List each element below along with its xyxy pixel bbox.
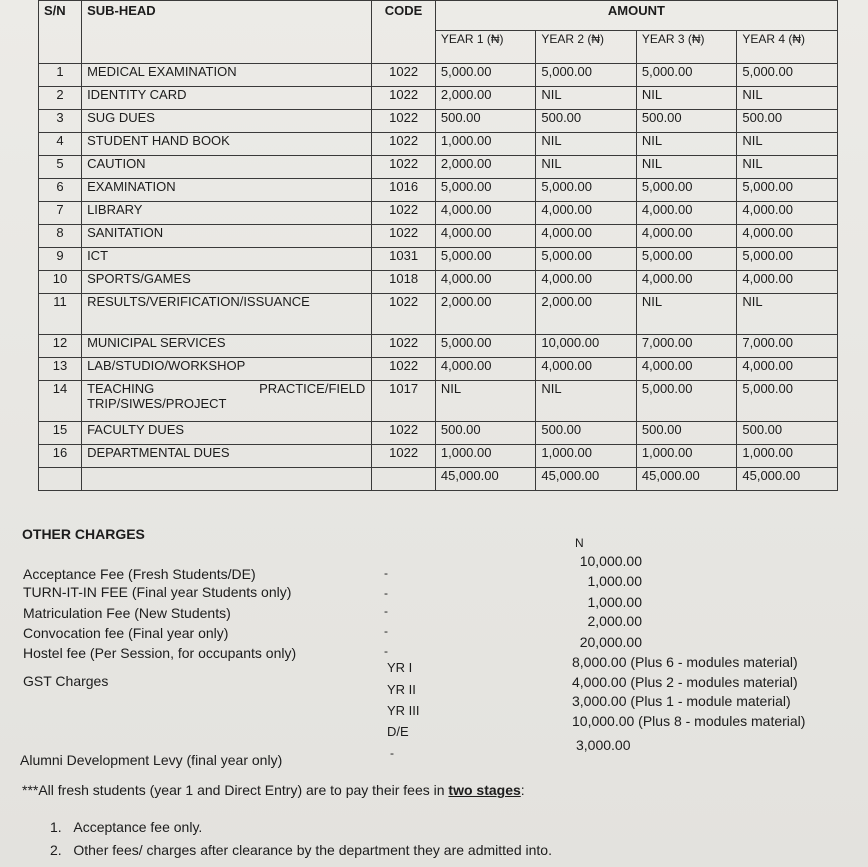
table-row xyxy=(39,445,838,468)
total-year-3: 45,000.00 xyxy=(636,468,737,491)
row-sn: 3 xyxy=(39,110,82,133)
row-code: 1022 xyxy=(372,87,436,110)
acceptance-fee-amount: 10,000.00 xyxy=(579,553,642,569)
row-sn: 14 xyxy=(39,381,82,422)
total-year-1: 45,000.00 xyxy=(435,468,536,491)
row-year-3-amount: 5,000.00 xyxy=(636,381,737,422)
row-sn: 11 xyxy=(39,294,82,335)
row-year-3-amount: 5,000.00 xyxy=(636,64,737,87)
payment-note-text: ***All fresh students (year 1 and Direct Entry) are to pay their fees in xyxy=(22,782,449,798)
payment-note-colon: : xyxy=(520,782,525,798)
row-sn: 7 xyxy=(39,202,82,225)
row-subhead-line1: TEACHING xyxy=(87,381,155,396)
row-year-2-amount: 4,000.00 xyxy=(536,271,637,294)
totals-code-cell xyxy=(372,468,436,491)
row-year-3-amount: NIL xyxy=(636,294,737,335)
table-row xyxy=(39,87,838,110)
row-subhead: LAB/STUDIO/WORKSHOP xyxy=(82,358,372,381)
row-year-3-amount: 4,000.00 xyxy=(636,202,737,225)
row-year-1-amount: NIL xyxy=(435,381,536,422)
row-code: 1022 xyxy=(372,358,436,381)
alumni-levy-dash: - xyxy=(390,746,394,760)
table-row xyxy=(39,271,838,294)
row-year-2-amount: NIL xyxy=(536,87,637,110)
row-code: 1022 xyxy=(372,422,436,445)
turnitin-fee-label: TURN-IT-IN FEE (Final year Students only) xyxy=(23,584,292,600)
row-code: 1022 xyxy=(372,110,436,133)
row-sn: 4 xyxy=(39,133,82,156)
row-code: 1022 xyxy=(372,225,436,248)
row-year-2-amount: NIL xyxy=(536,133,637,156)
row-year-3-amount: 4,000.00 xyxy=(636,358,737,381)
row-subhead: DEPARTMENTAL DUES xyxy=(82,445,372,468)
header-code: CODE xyxy=(372,1,436,64)
row-subhead-line1-right: PRACTICE/FIELD xyxy=(259,381,366,396)
row-subhead: LIBRARY xyxy=(82,202,372,225)
row-code: 1018 xyxy=(372,271,436,294)
table-row xyxy=(39,335,838,358)
convocation-fee-dash: - xyxy=(384,624,388,638)
row-year-1-amount: 5,000.00 xyxy=(435,248,536,271)
row-year-2-amount: 10,000.00 xyxy=(536,335,637,358)
payment-note-item-2 xyxy=(50,842,552,858)
row-sn: 1 xyxy=(39,64,82,87)
gst-de-label: D/E xyxy=(387,724,409,739)
table-row xyxy=(39,202,838,225)
row-subhead: RESULTS/VERIFICATION/ISSUANCE xyxy=(82,294,372,335)
gst-charges-label: GST Charges xyxy=(23,673,109,689)
row-year-4-amount: NIL xyxy=(737,294,838,335)
hostel-fee-label: Hostel fee (Per Session, for occupants only) xyxy=(23,645,297,661)
header-year-1: YEAR 1 (₦) xyxy=(435,31,536,64)
row-year-4-amount: 5,000.00 xyxy=(737,381,838,422)
row-year-3-amount: 500.00 xyxy=(636,422,737,445)
table-row xyxy=(39,422,838,445)
row-year-1-amount: 5,000.00 xyxy=(435,64,536,87)
totals-sn-cell xyxy=(39,468,82,491)
row-year-3-amount: NIL xyxy=(636,87,737,110)
row-year-2-amount: 2,000.00 xyxy=(536,294,637,335)
row-code: 1022 xyxy=(372,294,436,335)
row-year-3-amount: 1,000.00 xyxy=(636,445,737,468)
row-code: 1017 xyxy=(372,381,436,422)
row-sn: 10 xyxy=(39,271,82,294)
table-row-totals xyxy=(39,468,838,491)
alumni-levy-label: Alumni Development Levy (final year only) xyxy=(20,752,283,768)
matriculation-fee-label: Matriculation Fee (New Students) xyxy=(23,605,231,621)
row-subhead: MUNICIPAL SERVICES xyxy=(82,335,372,358)
row-year-2-amount: 5,000.00 xyxy=(536,64,637,87)
row-sn: 6 xyxy=(39,179,82,202)
row-subhead: FACULTY DUES xyxy=(82,422,372,445)
row-year-1-amount: 2,000.00 xyxy=(435,87,536,110)
table-row xyxy=(39,156,838,179)
row-sn: 12 xyxy=(39,335,82,358)
total-year-2: 45,000.00 xyxy=(536,468,637,491)
total-year-4: 45,000.00 xyxy=(737,468,838,491)
row-year-2-amount: 5,000.00 xyxy=(536,179,637,202)
row-year-4-amount: 5,000.00 xyxy=(737,64,838,87)
row-code: 1022 xyxy=(372,64,436,87)
matriculation-fee-dash: - xyxy=(384,604,388,618)
row-code: 1016 xyxy=(372,179,436,202)
row-code: 1022 xyxy=(372,156,436,179)
row-year-3-amount: 5,000.00 xyxy=(636,248,737,271)
row-subhead: ICT xyxy=(82,248,372,271)
row-year-4-amount: NIL xyxy=(737,133,838,156)
row-year-2-amount: NIL xyxy=(536,381,637,422)
row-year-4-amount: 500.00 xyxy=(737,110,838,133)
payment-note-item-2-number: 2. xyxy=(50,842,62,858)
row-year-4-amount: 5,000.00 xyxy=(737,248,838,271)
table-row xyxy=(39,110,838,133)
convocation-fee-label: Convocation fee (Final year only) xyxy=(23,625,229,641)
row-sn: 16 xyxy=(39,445,82,468)
row-year-2-amount: NIL xyxy=(536,156,637,179)
gst-yr2-amount: 4,000.00 (Plus 2 - modules material) xyxy=(572,674,798,690)
row-year-4-amount: NIL xyxy=(737,87,838,110)
payment-note-item-2-text: Other fees/ charges after clearance by the department they are admitted into. xyxy=(73,842,552,858)
row-code: 1022 xyxy=(372,445,436,468)
fee-table xyxy=(38,0,838,491)
row-subhead: SPORTS/GAMES xyxy=(82,271,372,294)
payment-note-item-1 xyxy=(50,819,202,835)
payment-note-item-1-text: Acceptance fee only. xyxy=(73,819,203,835)
payment-note-item-1-number: 1. xyxy=(50,819,62,835)
matriculation-fee-amount: 1,000.00 xyxy=(587,594,642,610)
row-year-4-amount: 5,000.00 xyxy=(737,179,838,202)
table-row xyxy=(39,294,838,335)
turnitin-fee-dash: - xyxy=(384,586,388,600)
row-sn: 2 xyxy=(39,87,82,110)
row-year-2-amount: 500.00 xyxy=(536,422,637,445)
payment-note-emphasis: two stages xyxy=(448,782,521,798)
header-amount: AMOUNT xyxy=(435,1,837,31)
other-charges-title: OTHER CHARGES xyxy=(22,526,145,542)
table-header-row xyxy=(39,1,838,31)
row-year-4-amount: 4,000.00 xyxy=(737,202,838,225)
row-subhead-line2: TRIP/SIWES/PROJECT xyxy=(87,396,227,411)
row-year-2-amount: 5,000.00 xyxy=(536,248,637,271)
table-row xyxy=(39,64,838,87)
table-row xyxy=(39,225,838,248)
row-code: 1022 xyxy=(372,335,436,358)
row-year-2-amount: 500.00 xyxy=(536,110,637,133)
row-year-1-amount: 4,000.00 xyxy=(435,358,536,381)
row-subhead: SANITATION xyxy=(82,225,372,248)
row-subhead: CAUTION xyxy=(82,156,372,179)
acceptance-fee-dash: - xyxy=(384,566,388,580)
row-year-2-amount: 4,000.00 xyxy=(536,225,637,248)
gst-yr2-label: YR II xyxy=(387,682,416,697)
header-year-3: YEAR 3 (₦) xyxy=(636,31,737,64)
row-subhead: MEDICAL EXAMINATION xyxy=(82,64,372,87)
row-sn: 13 xyxy=(39,358,82,381)
row-subhead: STUDENT HAND BOOK xyxy=(82,133,372,156)
gst-yr3-label: YR III xyxy=(387,703,420,718)
gst-yr1-amount: 8,000.00 (Plus 6 - modules material) xyxy=(572,654,798,670)
hostel-fee-dash: - xyxy=(384,644,388,658)
row-year-3-amount: NIL xyxy=(636,156,737,179)
row-year-1-amount: 500.00 xyxy=(435,110,536,133)
row-year-3-amount: 500.00 xyxy=(636,110,737,133)
row-subhead xyxy=(82,381,372,422)
row-sn: 15 xyxy=(39,422,82,445)
row-year-3-amount: 4,000.00 xyxy=(636,271,737,294)
table-body xyxy=(39,64,838,468)
table-row xyxy=(39,358,838,381)
header-year-4: YEAR 4 (₦) xyxy=(737,31,838,64)
row-subhead: EXAMINATION xyxy=(82,179,372,202)
row-year-4-amount: 4,000.00 xyxy=(737,225,838,248)
hostel-fee-amount: 20,000.00 xyxy=(579,634,642,650)
row-code: 1022 xyxy=(372,202,436,225)
row-year-1-amount: 5,000.00 xyxy=(435,179,536,202)
row-subhead: IDENTITY CARD xyxy=(82,87,372,110)
totals-subhead-cell xyxy=(82,468,372,491)
row-year-2-amount: 4,000.00 xyxy=(536,202,637,225)
header-subhead: SUB-HEAD xyxy=(82,1,372,64)
row-year-3-amount: 5,000.00 xyxy=(636,179,737,202)
convocation-fee-amount: 2,000.00 xyxy=(587,613,642,629)
row-year-1-amount: 4,000.00 xyxy=(435,202,536,225)
row-sn: 9 xyxy=(39,248,82,271)
table-row xyxy=(39,179,838,202)
row-year-4-amount: 500.00 xyxy=(737,422,838,445)
row-year-2-amount: 4,000.00 xyxy=(536,358,637,381)
row-year-3-amount: NIL xyxy=(636,133,737,156)
row-subhead: SUG DUES xyxy=(82,110,372,133)
alumni-levy-amount: 3,000.00 xyxy=(576,737,631,753)
currency-symbol: N xyxy=(575,536,584,550)
gst-yr1-label: YR I xyxy=(387,660,413,675)
row-year-1-amount: 4,000.00 xyxy=(435,271,536,294)
gst-yr3-amount: 3,000.00 (Plus 1 - module material) xyxy=(572,693,791,709)
row-year-1-amount: 1,000.00 xyxy=(435,445,536,468)
gst-de-amount: 10,000.00 (Plus 8 - modules material) xyxy=(572,713,806,729)
row-sn: 5 xyxy=(39,156,82,179)
row-year-4-amount: 4,000.00 xyxy=(737,358,838,381)
payment-note xyxy=(22,782,525,798)
row-year-4-amount: 7,000.00 xyxy=(737,335,838,358)
row-code: 1022 xyxy=(372,133,436,156)
table-row xyxy=(39,133,838,156)
acceptance-fee-label: Acceptance Fee (Fresh Students/DE) xyxy=(23,566,256,582)
header-sn: S/N xyxy=(39,1,82,64)
row-year-4-amount: 1,000.00 xyxy=(737,445,838,468)
row-year-3-amount: 7,000.00 xyxy=(636,335,737,358)
row-year-1-amount: 2,000.00 xyxy=(435,156,536,179)
row-sn: 8 xyxy=(39,225,82,248)
turnitin-fee-amount: 1,000.00 xyxy=(587,573,642,589)
row-code: 1031 xyxy=(372,248,436,271)
row-year-1-amount: 4,000.00 xyxy=(435,225,536,248)
row-year-2-amount: 1,000.00 xyxy=(536,445,637,468)
table-row xyxy=(39,381,838,422)
row-year-1-amount: 2,000.00 xyxy=(435,294,536,335)
row-year-4-amount: NIL xyxy=(737,156,838,179)
row-year-1-amount: 5,000.00 xyxy=(435,335,536,358)
row-year-1-amount: 1,000.00 xyxy=(435,133,536,156)
header-year-2: YEAR 2 (₦) xyxy=(536,31,637,64)
row-year-3-amount: 4,000.00 xyxy=(636,225,737,248)
row-year-1-amount: 500.00 xyxy=(435,422,536,445)
row-year-4-amount: 4,000.00 xyxy=(737,271,838,294)
table-row xyxy=(39,248,838,271)
